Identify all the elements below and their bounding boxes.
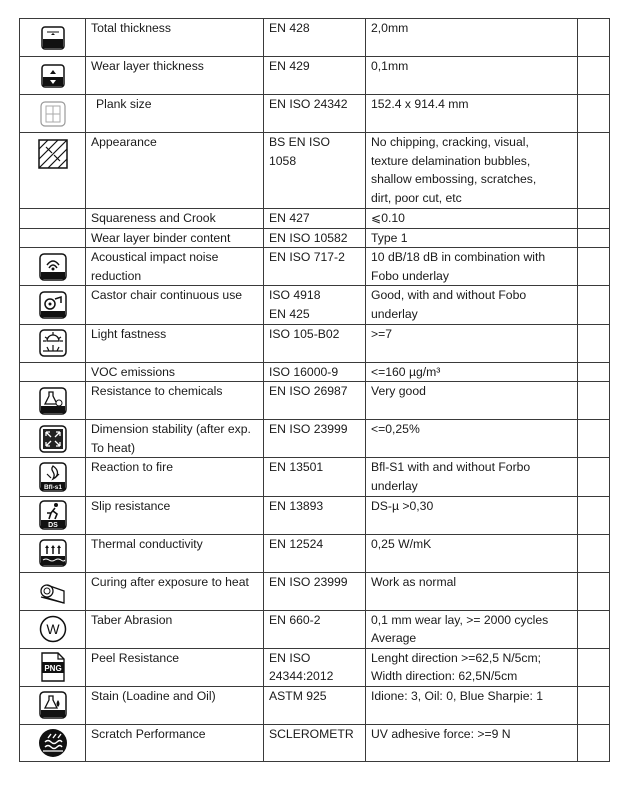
property-cell: Curing after exposure to heat (86, 572, 264, 610)
dimension-stability-icon (39, 425, 67, 453)
slip-resistance-icon (39, 500, 67, 530)
property-cell: Squareness and Crook (86, 209, 264, 229)
standard-cell: EN ISO 10582 (264, 228, 366, 248)
standard-cell: EN ISO 26987 (264, 382, 366, 420)
value-cell: Bfl-S1 with and without Forbo underlay (366, 458, 578, 496)
empty-cell (578, 248, 610, 286)
icon-cell (20, 19, 86, 57)
table-row (20, 572, 610, 610)
property-cell: Resistance to chemicals (86, 382, 264, 420)
icon-cell (20, 209, 86, 229)
empty-cell (578, 362, 610, 382)
standard-cell: SCLEROMETR (264, 724, 366, 761)
standard-cell: BS EN ISO 1058 (264, 133, 366, 209)
table-row (20, 324, 610, 362)
acoustical-impact-icon (39, 253, 67, 281)
icon-cell (20, 324, 86, 362)
empty-cell (578, 209, 610, 229)
icon-cell (20, 496, 86, 534)
value-cell: Type 1 (366, 228, 578, 248)
total-thickness-icon (41, 26, 65, 50)
value-cell: ⩽0.10 (366, 209, 578, 229)
value-cell: Work as normal (366, 572, 578, 610)
value-cell: 0,1mm (366, 57, 578, 95)
value-cell: 10 dB/18 dB in combination with Fobo underlay (366, 248, 578, 286)
table-row (20, 496, 610, 534)
empty-cell (578, 458, 610, 496)
table-row (20, 95, 610, 133)
standard-cell: EN ISO 717-2 (264, 248, 366, 286)
value-cell: 2,0mm (366, 19, 578, 57)
light-fastness-icon (39, 329, 67, 357)
empty-cell (578, 228, 610, 248)
value-cell: <=0,25% (366, 420, 578, 458)
empty-cell (578, 724, 610, 761)
standard-cell: EN 428 (264, 19, 366, 57)
specification-table (19, 18, 610, 762)
table-row (20, 57, 610, 95)
icon-cell (20, 248, 86, 286)
empty-cell (578, 610, 610, 648)
standard-cell: EN 13501 (264, 458, 366, 496)
icon-cell (20, 57, 86, 95)
value-cell: 0,1 mm wear lay, >= 2000 cycles Average (366, 610, 578, 648)
property-cell: Dimension stability (after exp. To heat) (86, 420, 264, 458)
castor-chair-icon (39, 291, 67, 319)
table-row (20, 724, 610, 761)
standard-cell: EN 427 (264, 209, 366, 229)
table-row (20, 248, 610, 286)
value-cell: Good, with and without Fobo underlay (366, 286, 578, 324)
icon-cell (20, 362, 86, 382)
standard-cell: EN ISO 23999 (264, 420, 366, 458)
property-cell: Acoustical impact noise reduction (86, 248, 264, 286)
appearance-icon (38, 139, 68, 169)
table-row (20, 534, 610, 572)
empty-cell (578, 286, 610, 324)
property-cell: Slip resistance (86, 496, 264, 534)
icon-cell (20, 648, 86, 686)
empty-cell (578, 324, 610, 362)
standard-cell: EN ISO 23999 (264, 572, 366, 610)
wear-layer-thickness-icon (41, 64, 65, 88)
icon-cell (20, 572, 86, 610)
empty-cell (578, 420, 610, 458)
standard-cell: ASTM 925 (264, 686, 366, 724)
icon-cell (20, 724, 86, 761)
property-cell: Appearance (86, 133, 264, 209)
property-cell: Castor chair continuous use (86, 286, 264, 324)
icon-cell (20, 133, 86, 209)
chemical-resistance-icon (39, 387, 67, 415)
taber-abrasion-icon (39, 615, 67, 643)
empty-cell (578, 382, 610, 420)
property-cell: Wear layer thickness (86, 57, 264, 95)
empty-cell (578, 57, 610, 95)
icon-cell (20, 534, 86, 572)
property-cell: Taber Abrasion (86, 610, 264, 648)
standard-cell: EN 13893 (264, 496, 366, 534)
stain-icon (39, 691, 67, 719)
empty-cell (578, 648, 610, 686)
empty-cell (578, 496, 610, 534)
value-cell: Lenght direction >=62,5 N/5cm; Width direction: 62,5N/5cm (366, 648, 578, 686)
plank-size-icon (40, 101, 66, 127)
property-cell: Peel Resistance (86, 648, 264, 686)
table-row (20, 209, 610, 229)
table-row (20, 133, 610, 209)
slip-icon-label: DS (47, 522, 58, 530)
standard-cell: EN 429 (264, 57, 366, 95)
table-row (20, 420, 610, 458)
table-row (20, 228, 610, 248)
table-row (20, 648, 610, 686)
value-cell: No chipping, cracking, visual, texture delamination bubbles, shallow embossing, scratches, dirt, poor cut, etc (366, 133, 578, 209)
table-row (20, 286, 610, 324)
empty-cell (578, 133, 610, 209)
property-cell: Light fastness (86, 324, 264, 362)
property-cell: Thermal conductivity (86, 534, 264, 572)
property-cell: Total thickness (86, 19, 264, 57)
icon-cell (20, 420, 86, 458)
value-cell: UV adhesive force: >=9 N (366, 724, 578, 761)
peel-icon-label: PNG (43, 664, 62, 674)
standard-cell: EN ISO 24342 (264, 95, 366, 133)
icon-cell (20, 95, 86, 133)
table-row (20, 19, 610, 57)
property-cell: Reaction to fire (86, 458, 264, 496)
icon-cell (20, 610, 86, 648)
icon-cell (20, 228, 86, 248)
icon-cell (20, 382, 86, 420)
peel-resistance-icon (40, 652, 66, 682)
value-cell: DS-µ >0,30 (366, 496, 578, 534)
standard-cell: ISO 4918 EN 425 (264, 286, 366, 324)
value-cell: 152.4 x 914.4 mm (366, 95, 578, 133)
empty-cell (578, 95, 610, 133)
value-cell: 0,25 W/mK (366, 534, 578, 572)
standard-cell: EN 660-2 (264, 610, 366, 648)
standard-cell: ISO 105-B02 (264, 324, 366, 362)
empty-cell (578, 686, 610, 724)
value-cell: Very good (366, 382, 578, 420)
table-row (20, 686, 610, 724)
taber-icon-label: W (45, 621, 60, 638)
icon-cell (20, 686, 86, 724)
standard-cell: EN ISO 24344:2012 (264, 648, 366, 686)
table-row (20, 458, 610, 496)
table-row (20, 382, 610, 420)
standard-cell: ISO 16000-9 (264, 362, 366, 382)
empty-cell (578, 19, 610, 57)
empty-cell (578, 572, 610, 610)
scratch-performance-icon (38, 728, 68, 758)
property-cell: Stain (Loadine and Oil) (86, 686, 264, 724)
curing-roll-icon (38, 577, 68, 605)
empty-cell (578, 534, 610, 572)
property-cell: Wear layer binder content (86, 228, 264, 248)
property-cell: Plank size (86, 95, 264, 133)
fire-icon-label: Bfl-s1 (43, 483, 62, 491)
icon-cell (20, 286, 86, 324)
value-cell: Idione: 3, Oil: 0, Blue Sharpie: 1 (366, 686, 578, 724)
table-row (20, 362, 610, 382)
thermal-conductivity-icon (39, 539, 67, 567)
value-cell: <=160 µg/m³ (366, 362, 578, 382)
property-cell: VOC emissions (86, 362, 264, 382)
table-row (20, 610, 610, 648)
icon-cell (20, 458, 86, 496)
standard-cell: EN 12524 (264, 534, 366, 572)
property-cell: Scratch Performance (86, 724, 264, 761)
value-cell: >=7 (366, 324, 578, 362)
reaction-to-fire-icon (39, 462, 67, 492)
